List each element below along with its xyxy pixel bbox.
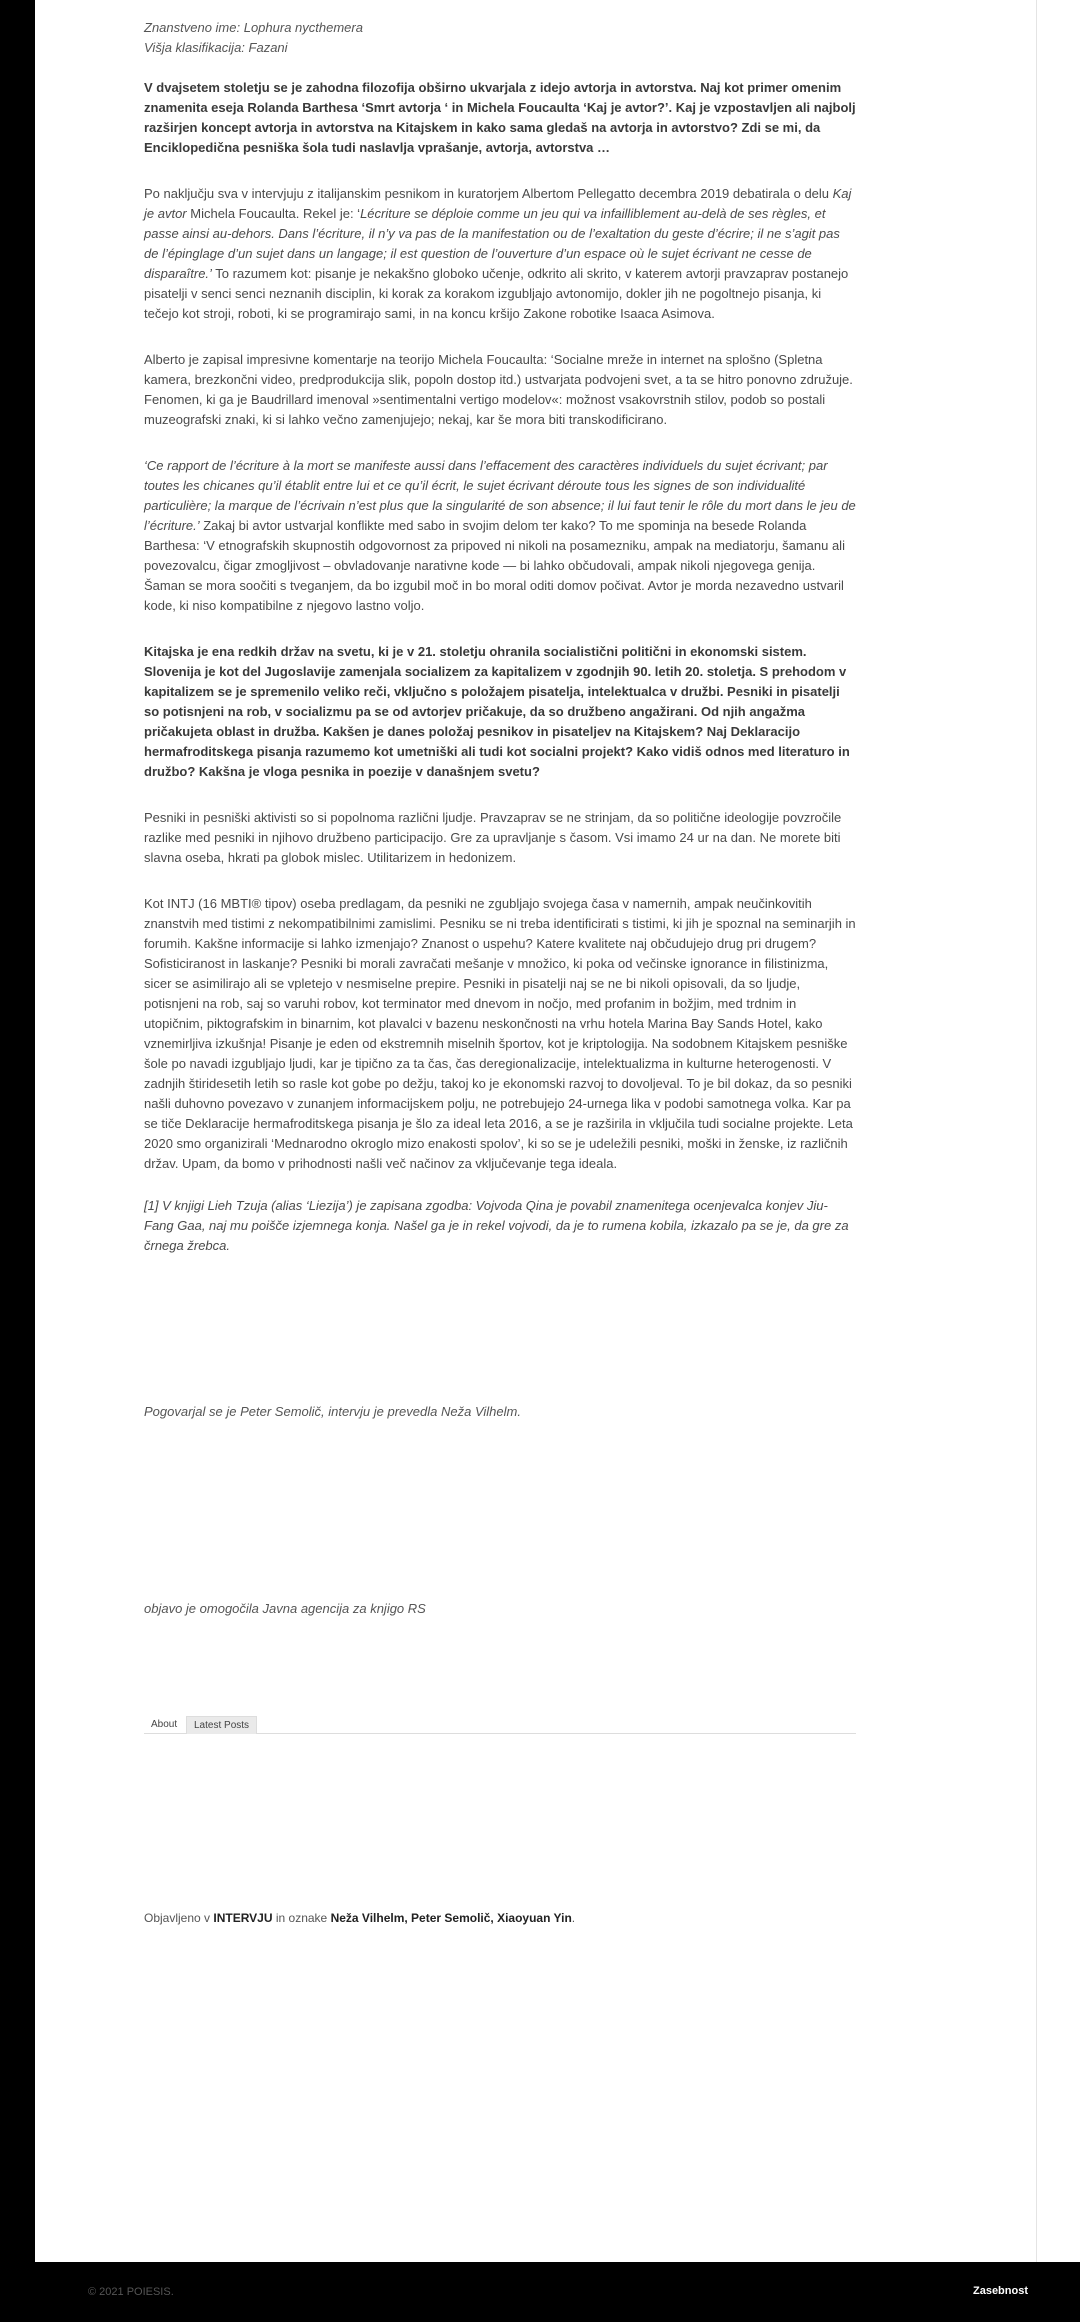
posted-prefix: Objavljeno v <box>144 1911 214 1925</box>
text-span: Zakaj bi avtor ustvarjal konflikte med sabo in svojim delom ter kako? To me spominja na besede Rolanda Barthesa: ‘V etnografskih skupnostih odgovornost za pripoved ni nikoli na posamezniku, ampak na mediatorju, šamanu ali povezovalcu, čigar zmogljivost – obvladovanje narativne kode — bi lahko občudovali, ampak nikoli njegovega genija. Šaman se mora soočiti s tveganjem, da bo izgubil moč in bo moral oditi domov počivat. Avtor je morda nezavedno ustvaril kode, ki niso kompatibilne z njegovo lastno voljo. <box>144 518 845 613</box>
category-link[interactable]: INTERVJU <box>213 1911 273 1925</box>
french-quote: ‘Ce rapport de l’écriture à la mort se manifeste aussi dans l’effacement des caractères individuels du sujet écrivant; par toutes les chicanes qu’il établit entre lui et ce qu’il écrit, le sujet écrivant déroute tous les signes de son individualité particulière; la marque de l’écrivain n’est plus que la singularité de son absence; il lui faut tenir le rôle du mort dans le jeu de l’écriture.’ <box>144 458 856 533</box>
copyright: © 2021 POIESIS. <box>88 2286 174 2298</box>
funding-credit: objavo je omogočila Javna agencija za knjigo RS <box>144 1601 426 1616</box>
tab-latest-posts[interactable]: Latest Posts <box>186 1716 257 1734</box>
posted-middle: in oznake <box>272 1911 331 1925</box>
privacy-link[interactable]: Zasebnost <box>972 2285 1028 2297</box>
scientific-name: Znanstveno ime: Lophura nycthemera <box>144 20 363 35</box>
author-tabs <box>144 1716 856 1734</box>
text-span: Po naključju sva v intervjuju z italijanskim pesnikom in kuratorjem Albertom Pellegatto decembra 2019 debatirala o delu <box>144 186 833 201</box>
text-span: Michela Foucaulta. Rekel je: ‘ <box>186 206 361 221</box>
footnote: [1] V knjigi Lieh Tzuja (alias ‘Liezija’) je zapisana zgodba: Vojvoda Qina je povabil znamenitega ocenjevalca konjev Jiu-Fang Gaa, naj mu poišče izjemnega konja. Našel ga je in rekel vojvodi, da je to rumena kobila, izkazalo pa se je, da gre za črnega žrebca. <box>144 1198 849 1253</box>
interview-credit: Pogovarjal se je Peter Semolič, intervju je prevedla Neža Vilhelm. <box>144 1404 521 1419</box>
question-1: V dvajsetem stoletju se je zahodna filozofija obširno ukvarjala z idejo avtorja in avtorstva. Naj kot primer omenim znamenita eseja Rolanda Barthesa ‘Smrt avtorja ‘ in Michela Foucaulta ‘Kaj je avtor?’. Kaj je vzpostavljen ali najbolj razširjen koncept avtorja in avtorstva na Kitajskem in kako sama gledaš na avtorja in avtorstvo? Zdi se mi, da Enciklopedična pesniška šola tudi naslavlja vprašanje, avtorja, avtorstva … <box>144 80 856 155</box>
article-body <box>144 18 856 1256</box>
answer-paragraph-1 <box>144 184 856 324</box>
question-2: Kitajska je ena redkih držav na svetu, ki je v 21. stoletju ohranila socialistični politični in ekonomski sistem. Slovenija je kot del Jugoslavije zamenjala socializem za kapitalizem v zgodnjih 90. letih 20. stoletja. S prehodom v kapitalizem se je spremenilo veliko reči, vključno s položajem pisatelja, intelektualca v družbi. Pesniki in pisatelji so potisnjeni na rob, v socializmu pa se od avtorjev pričakuje, da so družbeno angažirani. Od njih angažma pričakujeta oblast in družba. Kakšen je danes položaj pesnikov in pisateljev na Kitajskem? Naj Deklaracijo hermafroditskega pisanja razumemo kot umetniški ali tudi kot socialni projekt? Kako vidiš odnos med literaturo in družbo? Kakšna je vloga pesnika in poezije v današnjem svetu? <box>144 644 850 779</box>
post-meta <box>144 1911 575 1925</box>
answer-paragraph-3 <box>144 456 856 616</box>
french-quote: Lécriture se déploie comme un jeu qui va infailliblement au-delà de ses règles, et passe ainsi au-dehors. Dans l’écriture, il n’y va pas de la manifestation ou de l’exaltation du geste d’écrire; il ne s’agit pas de l’épinglage d’un sujet dans un langage; il est question de l’ouverture d’un espace où le sujet écrivant ne cesse de disparaître.’ <box>144 206 840 281</box>
italic-span: Kaj je avtor <box>144 186 852 221</box>
answer-paragraph-2: Alberto je zapisal impresivne komentarje na teorijo Michela Foucaulta: ‘Socialne mreže in internet na splošno (Spletna kamera, brezkončni video, predprodukcija slik, popoln dostop itd.) ustvarjata podvojeni svet, a ta se hitro ponovno združuje. Fenomen, ki ga je Baudrillard imenoval »sentimentalni vertigo modelov«: možnost vsakovrstnih stilov, podob so postali muzeografski znaki, ki si lahko večno zamenjujejo; nekaj, kar še mora biti transkodificirano. <box>144 352 853 427</box>
answer-paragraph-4: Pesniki in pesniški aktivisti so si popolnoma različni ljudje. Pravzaprav se ne strinjam, da so politične ideologije povzročile razlike med pesniki in njihovo družbeno participacijo. Gre za upravljanje s časom. Vsi imamo 24 ur na dan. Ne morete biti slavna oseba, hkrati pa globok mislec. Utilitarizem in hedonizem. <box>144 810 842 865</box>
right-sidebar <box>1036 0 1080 2262</box>
posted-suffix: . <box>571 1911 576 1925</box>
tab-about[interactable]: About <box>151 1719 178 1730</box>
site-footer <box>0 2262 1080 2322</box>
classification: Višja klasifikacija: Fazani <box>144 40 288 55</box>
tags-links[interactable]: Neža Vilhelm, Peter Semolič, Xiaoyuan Yin <box>330 1911 572 1925</box>
answer-paragraph-5: Kot INTJ (16 MBTI® tipov) oseba predlagam, da pesniki ne zgubljajo svojega časa v namernih, ampak neučinkovitih znanstvih med tistimi z nekompatibilnimi zamislimi. Pesniku se ni treba identificirati s tistimi, ki jih je spoznal na seminarjih in forumih. Kakšne informacije si lahko izmenjajo? Znanost o uspehu? Katere kvalitete naj občudujejo drug pri drugem? Sofisticiranost in laskanje? Pesniki bi morali zavračati mešanje v množico, ki poka od večinske ignorance in filistinizma, sicer se asimilirajo ali se vpletejo v nesmiselne prepire. Pesniki in pisatelji naj se ne bi nikoli opisovali, da so ljudje, potisnjeni na rob, saj so varuhi robov, kot terminator med dnevom in nočjo, med profanim in božjim, med trdnim in utopičnim, piktografskim in binarnim, kot plavalci v bazenu neskončnosti na vrhu hotela Marina Bay Sands Hotel, kako vznemirljiva izkušnja! Pisanje je eden od ekstremnih miselnih športov, kot je kriptologija. Na sodobnem Kitajskem pesniške šole po navadi izgubljajo ljudi, kar je tipično za ta čas, čas deregionalizacije, intelektualizma in kulturne heterogenosti. V zadnjih štiridesetih letih so rasle kot gobe po dežju, takoj ko je ekonomski razvoj to dovoljeval. To je bil dokaz, da so pesniki našli duhovno povezavo v zunanjem informacijskem polju, ne potrebujejo 24-urnega lika v podobi samotnega volka. Kar pa se tiče Deklaracije hermafroditskega pisanja je šlo za ideal leta 2016, a se je razširila in vključila tudi socialne projekte. Leta 2020 smo organizirali ‘Mednarodno okroglo mizo enakosti spolov’, ki so se je udeležili pesniki, moški in ženske, iz različnih držav. Upam, da bomo v prihodnosti našli več načinov za vključevanje tega ideala. <box>144 896 856 1171</box>
text-span: To razumem kot: pisanje je nekakšno globoko učenje, odkrito ali skrito, v katerem avtorji pravzaprav postanejo pisatelji v senci senci neznanih disciplin, ki korak za korakom izgubljajo avtonomijo, dokler jih ne pogoltnejo pisanja, ki tečejo kot stroji, roboti, ki se programirajo sami, in na koncu kršijo Zakone robotike Isaaca Asimova. <box>144 266 849 321</box>
